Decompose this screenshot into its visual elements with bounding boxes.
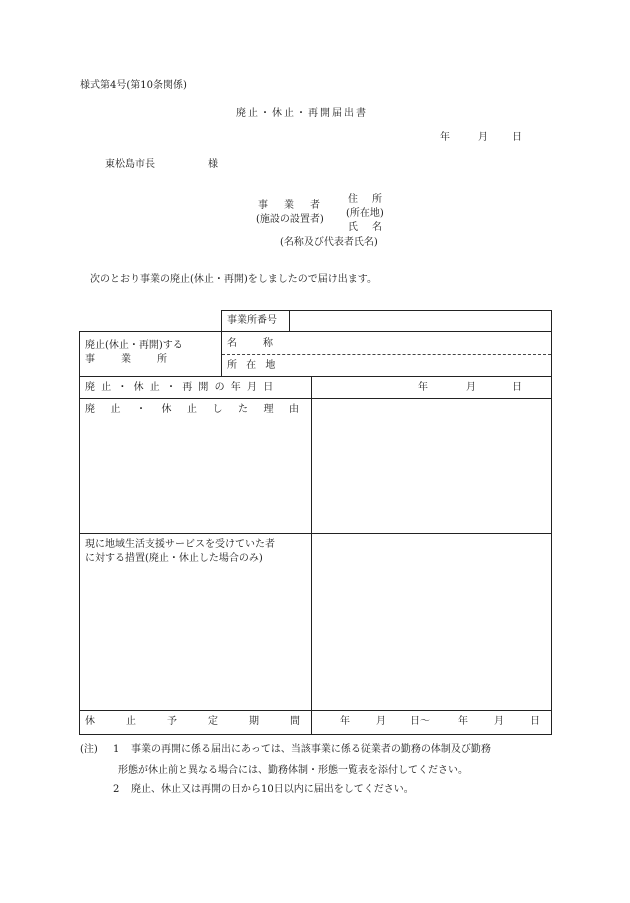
name-note: (名称及び代表者氏名) [280, 237, 378, 248]
period-to-day: 日 [530, 716, 540, 727]
form-title: 廃止・休止・再開届出書 [236, 108, 368, 119]
address-sublabel: (所在地) [346, 208, 384, 219]
measures-line2: に対する措置(廃止・休止した場合のみ) [85, 553, 263, 564]
address-label: 住 所 [348, 194, 384, 205]
date-row-day: 日 [512, 382, 522, 393]
notes-prefix: (注) [80, 744, 98, 755]
date-row-month: 月 [466, 382, 476, 393]
office-label-line1: 廃止(休止・再開)する [85, 340, 183, 351]
date-row-label: 廃止・休止・再開の年月日 [85, 382, 280, 393]
note1-line1: 事業の再開に係る届出にあっては、当該事業に係る従業者の勤務の体制及び勤務 [131, 744, 491, 755]
period-to-month: 月 [494, 716, 504, 727]
addressee-name: 東松島市長 [105, 159, 155, 170]
note1-line2: 形態が休止前と異なる場合には、勤務体制・形態一覧表を添付してください。 [118, 765, 468, 776]
office-location-label: 所 在 地 [227, 360, 279, 371]
period-to-year: 年 [458, 716, 468, 727]
date-year: 年 [440, 132, 450, 143]
note1-number: 1 [113, 744, 120, 755]
applicant-sublabel: (施設の設置者) [256, 214, 324, 225]
period-label: 休止予定期間 [85, 716, 331, 727]
period-from-day: 日〜 [410, 716, 430, 727]
date-day: 日 [512, 132, 522, 143]
note2-number: 2 [113, 784, 120, 795]
date-month: 月 [478, 132, 488, 143]
office-number-label: 事業所番号 [227, 315, 277, 326]
reason-label: 廃止・休止した理由 [85, 404, 315, 415]
name-label: 氏 名 [348, 222, 384, 233]
period-from-month: 月 [376, 716, 386, 727]
period-from-year: 年 [340, 716, 350, 727]
date-row-year: 年 [418, 382, 428, 393]
measures-line1: 現に地域生活支援サービスを受けていた者 [85, 539, 275, 550]
applicant-label: 事 業 者 [258, 200, 323, 211]
office-label-line2: 事 業 所 [85, 354, 169, 365]
form-number: 様式第4号(第10条関係) [80, 80, 187, 91]
addressee-honorific: 様 [208, 159, 218, 170]
office-name-label: 名 称 [227, 338, 275, 349]
note2-text: 廃止、休止又は再開の日から10日以内に届出をしてください。 [131, 784, 414, 795]
intro-text: 次のとおり事業の廃止(休止・再開)をしましたので届け出ます。 [90, 274, 378, 285]
